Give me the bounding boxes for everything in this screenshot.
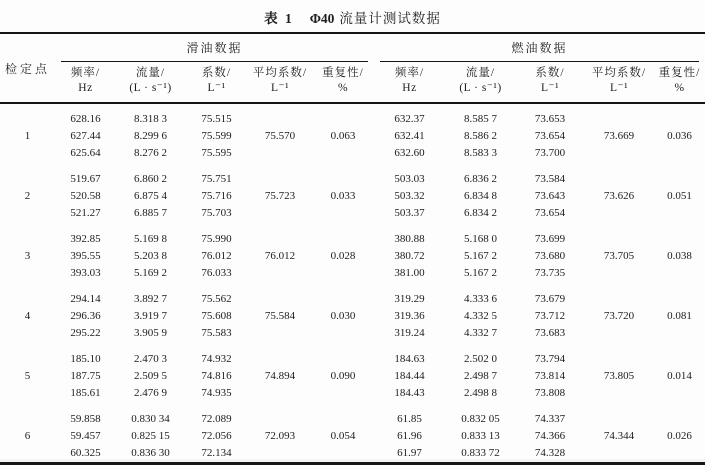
cell-lube-flow: 2.476 9 [134,387,167,399]
column-header-fuel-avg-coefficient [584,62,654,103]
table-caption [0,0,705,28]
data-table [0,32,705,465]
cell-lube-coefficient: 74.932 [201,353,232,365]
cell-point: 3 [24,250,31,262]
cell-fuel-flow: 4.333 6 [464,293,497,305]
cell-lube-flow: 3.905 9 [134,327,167,339]
header-line2: Hz [78,82,93,94]
cell-fuel-flow: 4.332 5 [464,310,497,322]
cell-lube-repeatability: 0.063 [330,130,356,142]
cell-fuel-frequency: 632.60 [394,147,425,159]
header-line2: (L · s⁻¹) [459,82,502,94]
cell-fuel-coefficient: 74.328 [534,447,566,459]
cell-lube-coefficient: 76.012 [201,250,232,262]
cell-fuel-flow: 6.836 2 [464,173,497,185]
cell-fuel-frequency: 61.85 [397,413,422,425]
group-header-row [0,33,705,62]
cell-lube-repeatability: 0.033 [330,190,356,202]
cell-point: 4 [24,310,31,322]
table-header [0,33,705,103]
cell-lube-frequency: 187.75 [70,370,101,382]
cell-lube-flow: 5.203 8 [134,250,167,262]
cell-lube-frequency: 60.325 [70,447,101,459]
cell-fuel-frequency: 380.72 [394,250,425,262]
cell-fuel-frequency: 184.43 [394,387,425,399]
cell-fuel-frequency: 632.41 [394,130,425,142]
header-line1: 平均系数/ [591,67,647,79]
cell-lube-flow: 0.825 15 [131,430,170,442]
cell-fuel-avg-coefficient: 73.805 [603,370,635,382]
cell-lube-frequency: 185.10 [70,353,101,365]
subcolumn-header-row [0,62,705,103]
cell-fuel-flow: 0.832 05 [461,413,500,425]
table-row [0,103,705,128]
cell-lube-coefficient: 75.583 [201,327,232,339]
cell-fuel-coefficient: 73.814 [534,370,566,382]
cell-fuel-avg-coefficient: 73.705 [603,250,635,262]
header-line2: Hz [402,82,417,94]
cell-lube-flow: 8.318 3 [134,113,167,125]
column-header-lube-flow [116,62,185,103]
cell-lube-frequency: 294.14 [70,293,101,305]
header-line2: L⁻¹ [270,82,290,94]
meter-model: Φ40 [309,11,335,26]
cell-lube-flow: 8.276 2 [134,147,167,159]
cell-lube-frequency: 59.457 [70,430,101,442]
cell-lube-repeatability: 0.090 [330,370,356,382]
header-line1: 系数/ [535,67,565,79]
cell-lube-flow: 0.830 34 [131,413,170,425]
header-line1: 平均系数/ [252,67,308,79]
cell-lube-flow: 5.169 2 [134,267,167,279]
cell-fuel-repeatability: 0.026 [667,430,692,442]
header-line1: 流量/ [465,67,496,79]
header-line1: 重复性/ [322,67,364,79]
table-row [0,162,705,188]
cell-lube-coefficient: 72.134 [201,447,232,459]
cell-lube-coefficient: 76.033 [201,267,232,279]
cell-lube-coefficient: 74.816 [201,370,232,382]
column-header-fuel-coefficient [516,62,584,103]
cell-fuel-avg-coefficient: 73.626 [603,190,635,202]
cell-lube-avg-coefficient: 75.723 [264,190,296,202]
cell-fuel-flow: 8.583 3 [464,147,497,159]
cell-lube-flow: 2.509 5 [134,370,167,382]
cell-fuel-flow: 8.586 2 [464,130,497,142]
cell-lube-coefficient: 75.515 [201,113,232,125]
cell-fuel-coefficient: 73.808 [534,387,566,399]
cell-lube-flow: 6.885 7 [134,207,167,219]
cell-fuel-coefficient: 74.366 [534,430,566,442]
column-header-lube-frequency [55,62,116,103]
cell-fuel-coefficient: 73.653 [534,113,566,125]
header-line1: 流量/ [135,67,166,79]
cell-lube-frequency: 393.03 [70,267,101,279]
cell-lube-frequency: 519.67 [70,173,101,185]
table-row [0,282,705,308]
column-header-lube-avg-coefficient [248,62,312,103]
cell-fuel-flow: 6.834 8 [464,190,497,202]
column-header-fuel-frequency [374,62,445,103]
cell-lube-flow: 3.892 7 [134,293,167,305]
cell-fuel-frequency: 380.88 [394,233,425,245]
cell-lube-frequency: 628.16 [70,113,101,125]
cell-fuel-flow: 2.502 0 [464,353,497,365]
cell-fuel-frequency: 184.44 [394,370,425,382]
cell-fuel-frequency: 503.32 [394,190,425,202]
cell-fuel-frequency: 632.37 [394,113,425,125]
cell-fuel-coefficient: 73.700 [534,147,566,159]
header-line1: 重复性/ [658,67,701,79]
cell-lube-frequency: 395.55 [70,250,101,262]
cell-point: 2 [24,190,31,202]
cell-lube-frequency: 520.58 [70,190,101,202]
cell-lube-coefficient: 74.935 [201,387,232,399]
header-line2: L⁻¹ [609,82,629,94]
cell-fuel-coefficient: 73.735 [534,267,566,279]
cell-lube-avg-coefficient: 75.584 [264,310,296,322]
cell-fuel-repeatability: 0.081 [667,310,692,322]
cell-fuel-repeatability: 0.038 [667,250,692,262]
table-body [0,103,705,464]
cell-fuel-coefficient: 73.680 [534,250,566,262]
column-header-fuel-repeatability [654,62,705,103]
cell-lube-flow: 8.299 6 [134,130,167,142]
cell-lube-coefficient: 75.608 [201,310,232,322]
cell-lube-coefficient: 72.056 [201,430,232,442]
header-line1: 频率/ [394,67,425,79]
cell-fuel-coefficient: 73.654 [534,207,566,219]
cell-lube-frequency: 295.22 [70,327,101,339]
cell-fuel-flow: 5.167 2 [464,267,497,279]
cell-fuel-coefficient: 73.643 [534,190,566,202]
group-header-fuel-oil [374,33,705,62]
cell-fuel-frequency: 319.36 [394,310,425,322]
column-header-lube-coefficient [185,62,248,103]
cell-fuel-avg-coefficient: 74.344 [603,430,635,442]
cell-fuel-repeatability: 0.051 [667,190,692,202]
cell-fuel-flow: 5.167 2 [464,250,497,262]
cell-fuel-flow: 0.833 13 [461,430,500,442]
header-line1: 系数/ [201,67,232,79]
cell-lube-frequency: 296.36 [70,310,101,322]
cell-fuel-frequency: 503.03 [394,173,425,185]
cell-fuel-coefficient: 73.584 [534,173,566,185]
cell-fuel-repeatability: 0.036 [667,130,692,142]
cell-lube-flow: 0.836 30 [131,447,170,459]
cell-lube-coefficient: 75.599 [201,130,232,142]
cell-lube-frequency: 59.858 [70,413,101,425]
cell-fuel-frequency: 381.00 [394,267,425,279]
cell-lube-coefficient: 75.562 [201,293,232,305]
column-header-point: 检定点 [0,33,55,103]
header-line2: L⁻¹ [540,82,560,94]
cell-lube-flow: 6.875 4 [134,190,167,202]
cell-fuel-flow: 4.332 7 [464,327,497,339]
header-line2: L⁻¹ [207,82,226,94]
cell-lube-avg-coefficient: 76.012 [264,250,296,262]
cell-fuel-frequency: 61.97 [397,447,422,459]
table-number: 表 1 [264,11,294,26]
cell-point: 5 [24,370,31,382]
cell-lube-coefficient: 75.751 [201,173,232,185]
cell-point: 1 [24,130,31,142]
cell-fuel-coefficient: 73.794 [534,353,566,365]
cell-fuel-avg-coefficient: 73.669 [603,130,635,142]
cell-fuel-frequency: 61.96 [397,430,422,442]
cell-lube-frequency: 521.27 [70,207,101,219]
table-row [0,222,705,248]
cell-fuel-frequency: 319.24 [394,327,425,339]
cell-lube-avg-coefficient: 75.570 [264,130,296,142]
cell-fuel-flow: 5.168 0 [464,233,497,245]
cell-lube-coefficient: 75.703 [201,207,232,219]
cell-fuel-coefficient: 73.699 [534,233,566,245]
table-row [0,402,705,428]
cell-lube-frequency: 185.61 [70,387,101,399]
cell-fuel-repeatability: 0.014 [667,370,692,382]
header-line2: % [674,82,685,94]
cell-fuel-flow: 6.834 2 [464,207,497,219]
cell-fuel-avg-coefficient: 73.720 [603,310,635,322]
group-header-lube-oil [55,33,374,62]
cell-fuel-coefficient: 73.712 [534,310,566,322]
cell-lube-flow: 3.919 7 [134,310,167,322]
header-line2: (L · s⁻¹) [129,82,172,94]
cell-lube-coefficient: 75.990 [201,233,232,245]
cell-lube-frequency: 625.64 [70,147,101,159]
cell-lube-flow: 5.169 8 [134,233,167,245]
cell-fuel-flow: 8.585 7 [464,113,497,125]
cell-lube-avg-coefficient: 72.093 [264,430,296,442]
cell-lube-flow: 6.860 2 [134,173,167,185]
cell-fuel-coefficient: 73.679 [534,293,566,305]
column-header-fuel-flow [445,62,516,103]
cell-fuel-coefficient: 73.654 [534,130,566,142]
cell-lube-frequency: 627.44 [70,130,101,142]
cell-fuel-flow: 0.833 72 [461,447,500,459]
cell-lube-repeatability: 0.054 [330,430,356,442]
cell-point: 6 [24,430,31,442]
cell-lube-coefficient: 75.716 [201,190,232,202]
group-label-lube-oil: 滑油数据 [186,41,243,55]
cell-lube-coefficient: 72.089 [201,413,232,425]
cell-lube-frequency: 392.85 [70,233,101,245]
cell-fuel-coefficient: 73.683 [534,327,566,339]
cell-fuel-frequency: 319.29 [394,293,425,305]
cell-fuel-frequency: 503.37 [394,207,425,219]
header-line2: % [337,82,349,94]
cell-fuel-frequency: 184.63 [394,353,425,365]
cell-lube-coefficient: 75.595 [201,147,232,159]
cell-fuel-flow: 2.498 8 [464,387,497,399]
cell-fuel-flow: 2.498 7 [464,370,497,382]
group-label-fuel-oil: 燃油数据 [511,41,568,55]
header-line1: 频率/ [70,67,101,79]
table-title-text: 流量计测试数据 [339,11,441,26]
cell-lube-repeatability: 0.028 [330,250,356,262]
cell-lube-flow: 2.470 3 [134,353,167,365]
column-header-lube-repeatability [312,62,374,103]
table-row [0,342,705,368]
cell-lube-repeatability: 0.030 [330,310,356,322]
cell-lube-avg-coefficient: 74.894 [264,370,296,382]
cell-fuel-coefficient: 74.337 [534,413,566,425]
